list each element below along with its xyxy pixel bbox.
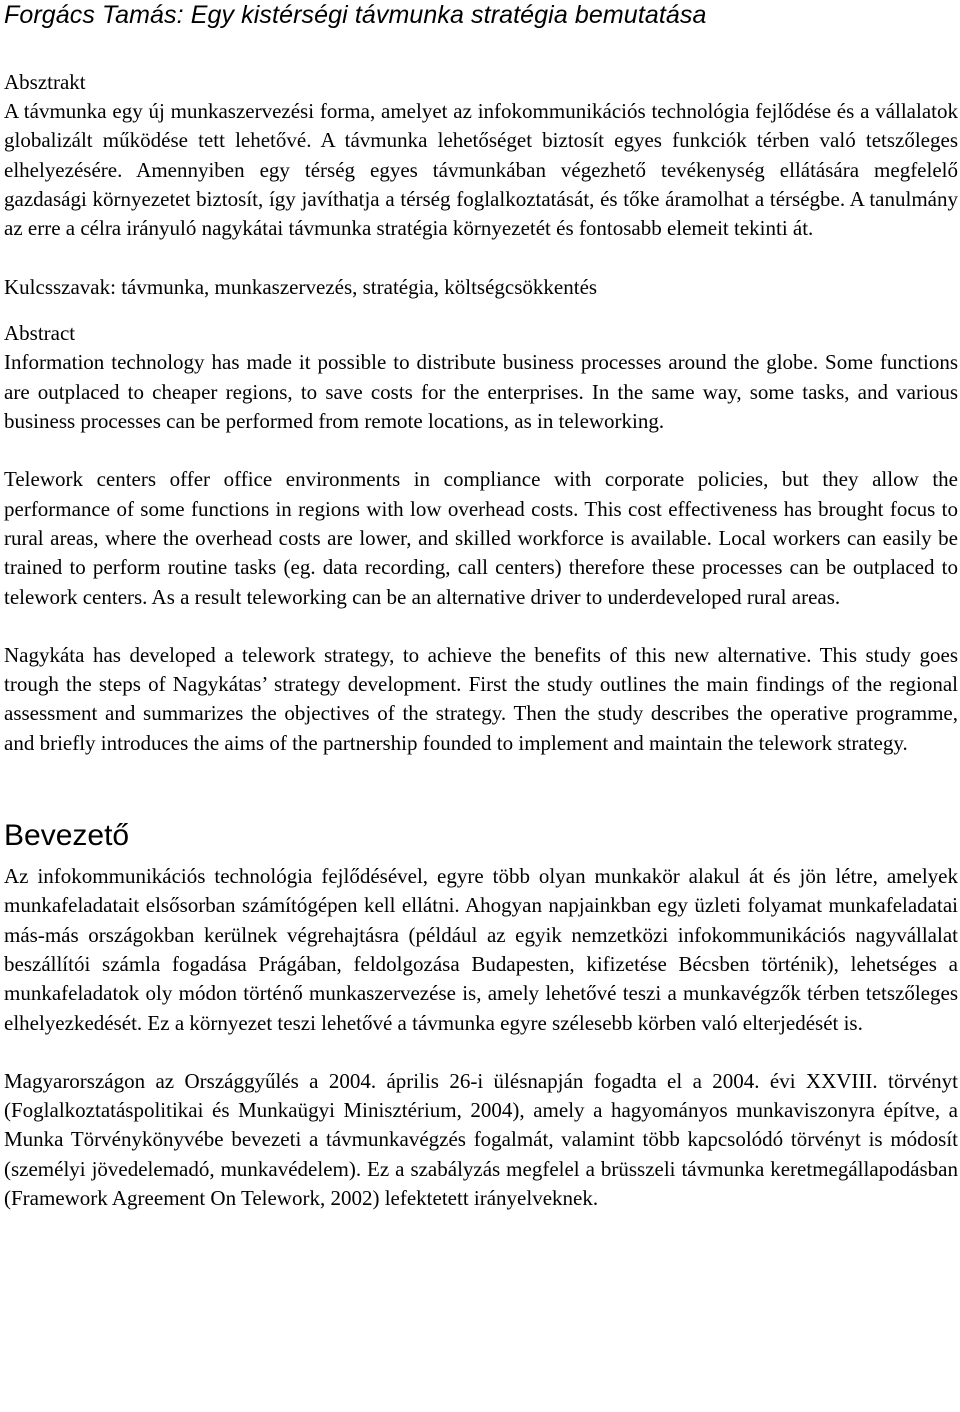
abstract-en-paragraph-2: Telework centers offer office environments in compliance with corporate policies, but they allow the performance of some functions in regions with low overhead costs. This cost effectiveness has brought focus to rural areas, where the overhead costs are lower, and skilled workforce is available. Local workers can easily be trained to perform routine tasks (eg. data recording, call centers) therefore these processes can be outplaced to telework centers. As a result teleworking can be an alternative driver to underdeveloped rural areas. [4, 467, 958, 609]
abstract-en-paragraph-3: Nagykáta has developed a telework strategy, to achieve the benefits of this new alternative. This study goes trough the steps of Nagykátas’ strategy development. First the study outlines the main findings of the regional assessment and summarizes the objectives of the strategy. Then the study describes the operative programme, and briefly introduces the aims of the partnership founded to implement and maintain the telework strategy. [4, 642, 958, 755]
keywords [4, 273, 958, 302]
abstract-hu-text: A távmunka egy új munkaszervezési forma, amelyet az infokommunikációs technológia fejlődése és a vállalatok globalizált működése tett lehetővé. A távmunka lehetőséget biztosít egyes funkciók térben való tetszőleges elhelyezésére. Amennyiben egy térség egyes távmunkában végezhető tevékenység ellátására megfelelő gazdasági környezetet biztosít, így javíthatja a térség foglalkoztatását, és tőke áramolhat a térségbe. A tanulmány az erre a célra irányuló nagykátai távmunka stratégia környezetét és fontosabb elemeit tekinti át. [4, 99, 958, 241]
keywords-label: Kulcsszavak: [4, 275, 116, 300]
keywords-text: távmunka, munkaszervezés, stratégia, költségcsökkentés [121, 275, 598, 300]
abstract-en-label: Abstract [4, 321, 76, 346]
bevezeto-paragraph-1: Az infokommunikációs technológia fejlődésével, egyre több olyan munkakör alakul át és jön létre, amelyek munkafeladatait elsősorban számítógépen kell ellátni. Ahogyan napjainkban egy üzleti folyamat munkafeladatai más-más országokban kerülnek végrehajtásra (például az egyik nemzetközi infokommunikációs nagyvállalat beszállítói számla fogadása Prágában, feldolgozása Budapesten, kifizetése Bécsben történik), lehetséges a munkafeladatok oly módon történő munkaszervezése is, amely lehetővé teszi a munkavégzők térben tetszőleges elhelyezkedését. Ez a környezet teszi lehetővé a távmunka egyre szélesebb körben való elterjedését is. [4, 864, 958, 1035]
abstract-hu-label: Absztrakt [4, 70, 86, 94]
paper-title: Forgács Tamás: Egy kistérségi távmunka stratégia bemutatása [4, 1, 707, 29]
abstract-en-paragraph-1: Information technology has made it possible to distribute business processes around the globe. Some functions are outplaced to cheaper regions, to save costs for the enterprises. In the same way, some tasks, and various business processes can be performed from remote locations, as in teleworking. [4, 350, 958, 434]
section-heading-bevezeto: Bevezető [4, 819, 130, 853]
bevezeto-paragraph-2: Magyarországon az Országgyűlés a 2004. április 26-i ülésnapján fogadta el a 2004. évi XXVIII. törvényt (Foglalkoztatáspolitikai és Munkaügyi Minisztérium, 2004), amely a hagyományos munkaviszonyra építve, a Munka Törvénykönyvébe bevezeti a távmunkavégzés fogalmát, valamint több kapcsolódó törvényt is módosít (személyi jövedelemadó, munkavédelem). Ez a szabályzás megfelel a brüsszeli távmunka keretmegállapodásban (Framework Agreement On Telework, 2002) lefektetett irányelveknek. [4, 1068, 958, 1211]
